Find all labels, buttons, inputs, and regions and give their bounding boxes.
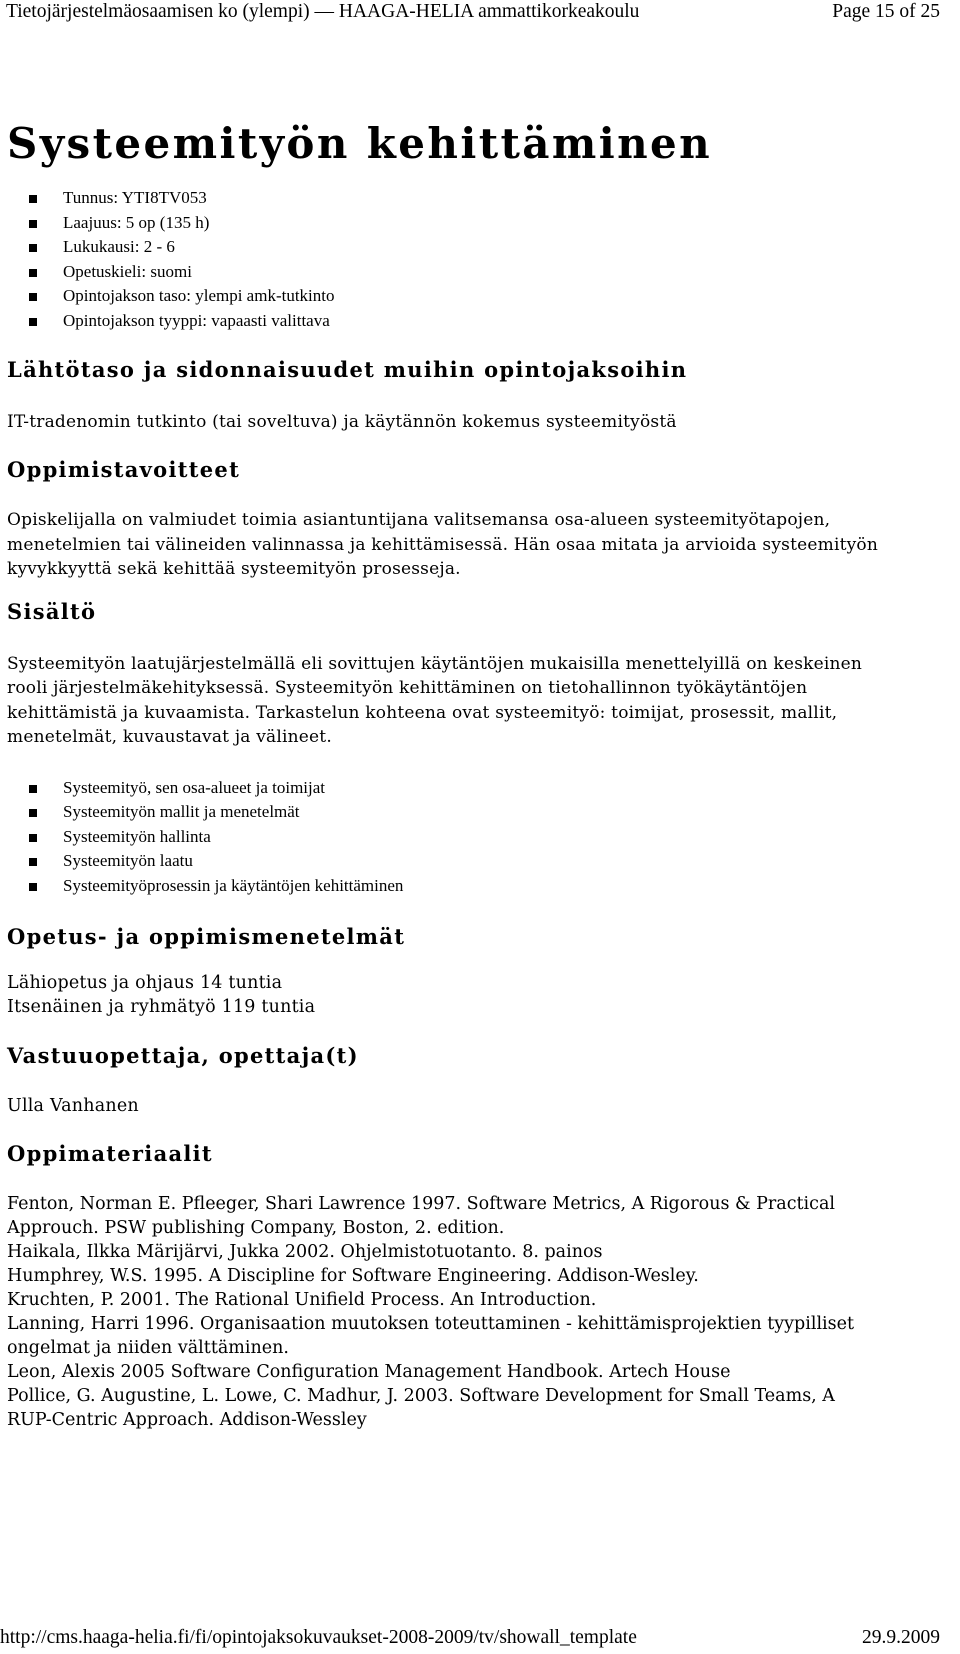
content-line: Systeemityön laatujärjestelmällä eli sovittujen käytäntöjen mukaisilla menettelyillä on keskeinen bbox=[7, 653, 863, 674]
square-bullet-icon bbox=[29, 785, 37, 793]
reference-line: Leon, Alexis 2005 Software Configuration Management Handbook. Artech House bbox=[7, 1362, 731, 1383]
square-bullet-icon bbox=[29, 318, 37, 326]
content-paragraph bbox=[7, 652, 937, 750]
prereq-text: IT-tradenomin tutkinto (tai soveltuva) ja käytännön kokemus systeemityöstä bbox=[7, 411, 677, 432]
reference-line: RUP-Centric Approach. Addison-Wessley bbox=[7, 1410, 367, 1431]
topic-item: Systeemityöprosessin ja käytäntöjen kehittäminen bbox=[7, 874, 937, 899]
fact-item: Tunnus: YTI8TV053 bbox=[7, 186, 937, 211]
reference-line: Humphrey, W.S. 1995. A Discipline for Software Engineering. Addison-Wesley. bbox=[7, 1266, 699, 1287]
square-bullet-icon bbox=[29, 293, 37, 301]
document-body bbox=[7, 118, 937, 1432]
content-line: rooli järjestelmäkehityksessä. Systeemityön kehittäminen on tietohallinnon työkäytäntöjen bbox=[7, 678, 808, 699]
topic-item: Systeemityö, sen osa-alueet ja toimijat bbox=[7, 776, 937, 801]
section-heading-teacher: Vastuuopettaja, opettaja(t) bbox=[7, 1042, 359, 1068]
reference-line: Approuch. PSW publishing Company, Boston, 2. edition. bbox=[7, 1218, 505, 1239]
reference-line: Haikala, Ilkka Märijärvi, Jukka 2002. Ohjelmistotuotanto. 8. painos bbox=[7, 1242, 603, 1263]
header-title: Tietojärjestelmäosaamisen ko (ylempi) — HAAGA-HELIA ammattikorkeakoulu bbox=[6, 1, 640, 22]
content-line: kehittämistä ja kuvaamista. Tarkastelun kohteena ovat systeemityö: toimijat, prosessit, mallit, bbox=[7, 702, 838, 723]
goals-paragraph bbox=[7, 508, 937, 582]
methods-line: Lähiopetus ja ohjaus 14 tuntia bbox=[7, 972, 283, 993]
page-footer bbox=[0, 1624, 940, 1654]
fact-item: Opintojakson tyyppi: vapaasti valittava bbox=[7, 309, 937, 334]
section-heading-materials: Oppimateriaalit bbox=[7, 1141, 213, 1167]
section-heading-methods: Opetus- ja oppimismenetelmät bbox=[7, 923, 406, 949]
fact-item: Opintojakson taso: ylempi amk-tutkinto bbox=[7, 284, 937, 309]
fact-item: Opetuskieli: suomi bbox=[7, 260, 937, 285]
square-bullet-icon bbox=[29, 809, 37, 817]
methods-paragraph bbox=[7, 971, 937, 1020]
square-bullet-icon bbox=[29, 269, 37, 277]
goals-line: menetelmien tai välineiden valinnassa ja kehittämisessä. Hän osaa mitata ja arvioida systeemityön bbox=[7, 534, 879, 555]
reference-line: Kruchten, P. 2001. The Rational Unifield Process. An Introduction. bbox=[7, 1290, 597, 1311]
methods-line: Itsenäinen ja ryhmätyö 119 tuntia bbox=[7, 997, 316, 1018]
teacher-name: Ulla Vanhanen bbox=[7, 1095, 139, 1116]
section-heading-prereq: Lähtötaso ja sidonnaisuudet muihin opintojaksoihin bbox=[7, 356, 688, 382]
footer-url-link[interactable]: http://cms.haaga-helia.fi/fi/opintojaksokuvaukset-2008-2009/tv/showall_template bbox=[0, 1627, 637, 1648]
topic-item: Systeemityön mallit ja menetelmät bbox=[7, 800, 937, 825]
section-heading-content: Sisältö bbox=[7, 598, 97, 624]
topic-item: Systeemityön laatu bbox=[7, 849, 937, 874]
goals-line: kyvykkyyttä sekä kehittää systeemityön prosesseja. bbox=[7, 559, 461, 580]
materials-list bbox=[7, 1192, 937, 1432]
section-heading-goals: Oppimistavoitteet bbox=[7, 457, 241, 483]
page-header bbox=[6, 0, 940, 26]
square-bullet-icon bbox=[29, 244, 37, 252]
content-line: menetelmät, kuvaustavat ja välineet. bbox=[7, 727, 332, 748]
fact-item: Laajuus: 5 op (135 h) bbox=[7, 211, 937, 236]
fact-item: Lukukausi: 2 - 6 bbox=[7, 235, 937, 260]
square-bullet-icon bbox=[29, 883, 37, 891]
topic-item: Systeemityön hallinta bbox=[7, 825, 937, 850]
goals-line: Opiskelijalla on valmiudet toimia asiantuntijana valitsemansa osa-alueen systeemityötapojen, bbox=[7, 510, 831, 531]
square-bullet-icon bbox=[29, 834, 37, 842]
reference-line: Lanning, Harri 1996. Organisaation muutoksen toteuttaminen - kehittämisprojektien tyypilliset bbox=[7, 1314, 855, 1335]
course-facts-list bbox=[7, 186, 937, 334]
square-bullet-icon bbox=[29, 220, 37, 228]
reference-line: ongelmat ja niiden välttäminen. bbox=[7, 1338, 289, 1359]
footer-date: 29.9.2009 bbox=[862, 1627, 940, 1648]
reference-line: Fenton, Norman E. Pfleeger, Shari Lawrence 1997. Software Metrics, A Rigorous & Practical bbox=[7, 1194, 835, 1215]
square-bullet-icon bbox=[29, 858, 37, 866]
course-title: Systeemityön kehittäminen bbox=[7, 119, 713, 168]
square-bullet-icon bbox=[29, 195, 37, 203]
reference-line: Pollice, G. Augustine, L. Lowe, C. Madhur, J. 2003. Software Development for Small Teams, A bbox=[7, 1386, 835, 1407]
content-topics-list bbox=[7, 776, 937, 899]
page-number: Page 15 of 25 bbox=[832, 1, 940, 22]
